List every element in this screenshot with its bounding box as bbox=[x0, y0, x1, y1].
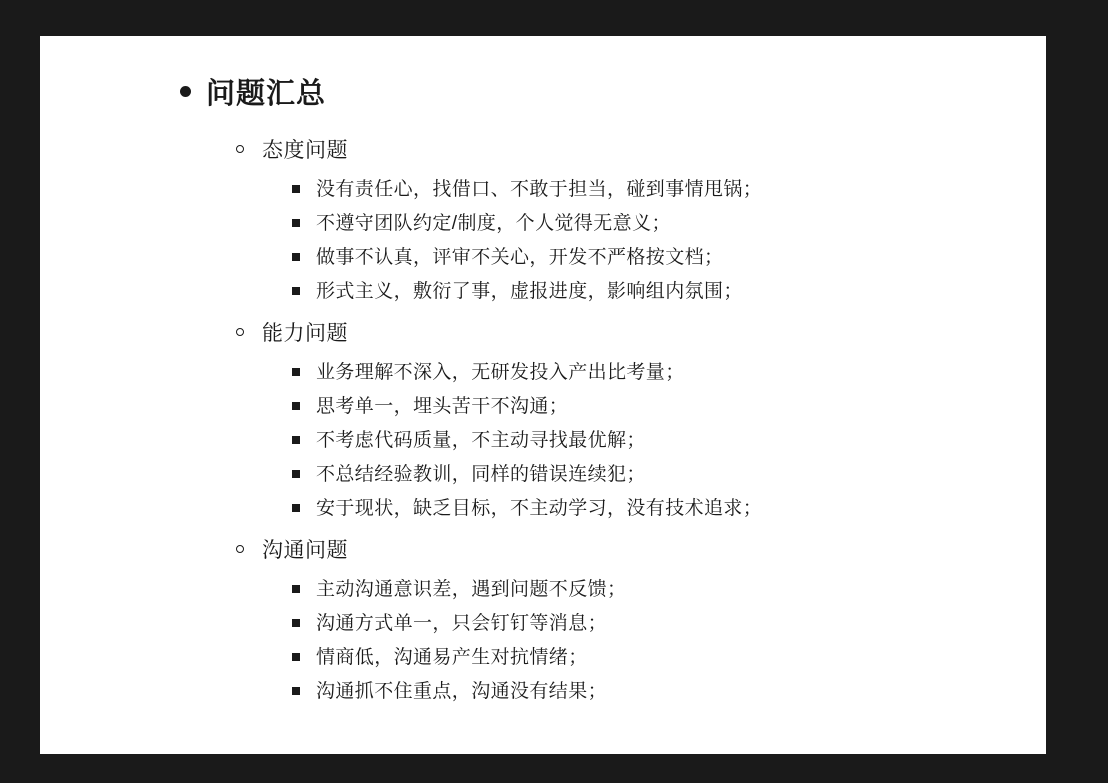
bullet-square-icon bbox=[292, 176, 316, 203]
list-item bbox=[180, 461, 1016, 488]
bullet-square-icon bbox=[292, 644, 316, 671]
list-item bbox=[180, 393, 1016, 420]
list-item-label: 沟通抓不住重点，沟通没有结果； bbox=[316, 681, 608, 702]
list-item bbox=[180, 678, 1016, 705]
section-heading-label: 能力问题 bbox=[262, 322, 348, 345]
list-item-label: 主动沟通意识差，遇到问题不反馈； bbox=[316, 579, 627, 600]
section-items-communication bbox=[180, 576, 1016, 705]
list-item-label: 沟通方式单一，只会钉钉等消息； bbox=[316, 613, 608, 634]
bullet-square-icon bbox=[292, 210, 316, 237]
list-item bbox=[180, 495, 1016, 522]
section-items-ability bbox=[180, 359, 1016, 522]
list-item-label: 不遵守团队约定/制度，个人觉得无意义； bbox=[316, 213, 671, 234]
bullet-circle-icon bbox=[236, 532, 262, 570]
section-heading-label: 态度问题 bbox=[262, 139, 348, 162]
slide-canvas bbox=[40, 36, 1046, 754]
list-item bbox=[180, 359, 1016, 386]
list-item bbox=[180, 576, 1016, 603]
list-item-label: 做事不认真，评审不关心，开发不严格按文档； bbox=[316, 247, 724, 268]
bullet-square-icon bbox=[292, 393, 316, 420]
list-item-label: 思考单一，埋头苦干不沟通； bbox=[316, 396, 569, 417]
bullet-square-icon bbox=[292, 461, 316, 488]
list-item bbox=[180, 644, 1016, 671]
bullet-square-icon bbox=[292, 610, 316, 637]
section-items-attitude bbox=[180, 176, 1016, 305]
list-item bbox=[180, 610, 1016, 637]
list-item-label: 安于现状，缺乏目标，不主动学习，没有技术追求； bbox=[316, 498, 763, 519]
bullet-circle-icon bbox=[236, 315, 262, 353]
list-item bbox=[180, 427, 1016, 454]
section-heading-communication bbox=[180, 532, 1016, 570]
list-item-label: 业务理解不深入，无研发投入产出比考量； bbox=[316, 362, 685, 383]
page-title: 问题汇总 bbox=[206, 78, 327, 110]
bullet-square-icon bbox=[292, 359, 316, 386]
slide-title-bullet bbox=[180, 72, 1016, 116]
bullet-square-icon bbox=[292, 244, 316, 271]
bullet-square-icon bbox=[292, 678, 316, 705]
bullet-square-icon bbox=[292, 495, 316, 522]
section-heading-ability bbox=[180, 315, 1016, 353]
bullet-circle-icon bbox=[236, 132, 262, 170]
list-item bbox=[180, 278, 1016, 305]
list-item-label: 不总结经验教训，同样的错误连续犯； bbox=[316, 464, 646, 485]
slide-content bbox=[180, 72, 1016, 715]
section-heading-attitude bbox=[180, 132, 1016, 170]
list-item-label: 情商低，沟通易产生对抗情绪； bbox=[316, 647, 588, 668]
list-item bbox=[180, 210, 1016, 237]
bullet-square-icon bbox=[292, 278, 316, 305]
list-item-label: 形式主义，敷衍了事，虚报进度，影响组内氛围； bbox=[316, 281, 743, 302]
bullet-square-icon bbox=[292, 427, 316, 454]
section-heading-label: 沟通问题 bbox=[262, 539, 348, 562]
bullet-square-icon bbox=[292, 576, 316, 603]
list-item bbox=[180, 244, 1016, 271]
bullet-dot-icon bbox=[180, 72, 206, 116]
list-item-label: 不考虑代码质量，不主动寻找最优解； bbox=[316, 430, 646, 451]
list-item-label: 没有责任心，找借口、不敢于担当，碰到事情甩锅； bbox=[316, 179, 763, 200]
list-item bbox=[180, 176, 1016, 203]
